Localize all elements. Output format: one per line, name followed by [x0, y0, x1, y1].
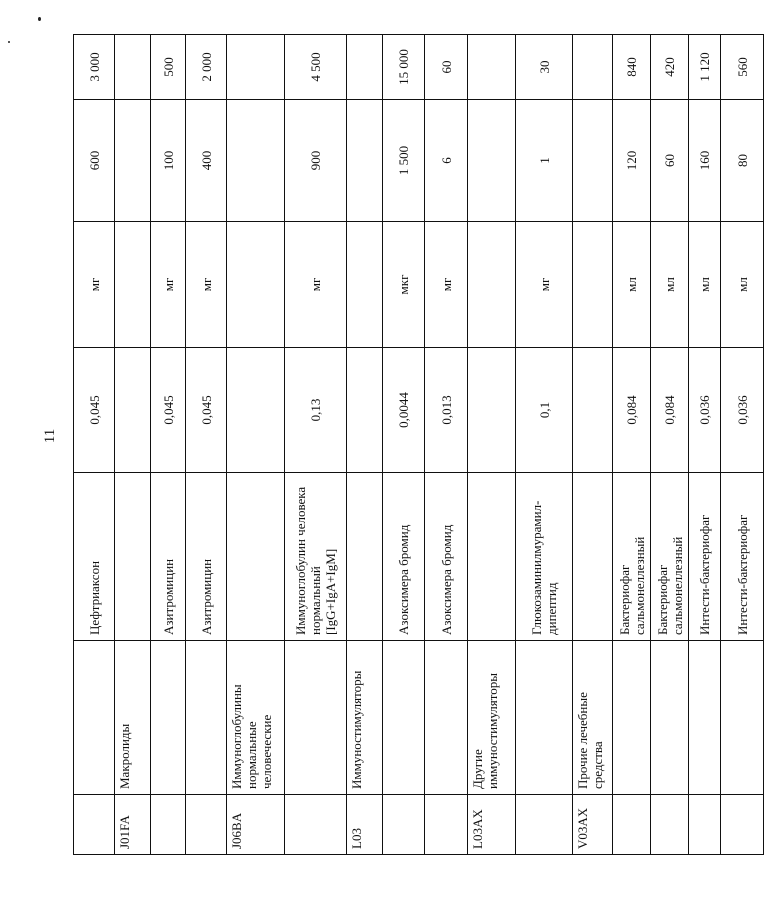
cell-group: [383, 641, 425, 795]
table-row: [573, 35, 613, 855]
cell-code: [285, 795, 347, 855]
cell-ddd: 0,045: [74, 348, 115, 473]
cell-total: 30: [516, 35, 573, 100]
cell-code: V03AX: [573, 795, 613, 855]
cell-name: Азоксимера бромид: [425, 473, 468, 641]
cell-total: 560: [721, 35, 764, 100]
cell-code: [516, 795, 573, 855]
cell-group: Другие иммуностимуляторы: [468, 641, 516, 795]
cell-code: [186, 795, 227, 855]
cell-unit: мг: [516, 222, 573, 348]
table-row: [285, 35, 347, 855]
cell-ddd: 0,084: [613, 348, 651, 473]
cell-name: Азоксимера бромид: [383, 473, 425, 641]
cell-total: 3 000: [74, 35, 115, 100]
table-row: [721, 35, 764, 855]
cell-unit: [468, 222, 516, 348]
page-number: 11: [42, 428, 58, 444]
cell-group: [651, 641, 689, 795]
cell-unit: мг: [74, 222, 115, 348]
cell-dose: 6: [425, 100, 468, 222]
table-row: [74, 35, 115, 855]
cell-code: [651, 795, 689, 855]
cell-total: 15 000: [383, 35, 425, 100]
cell-dose: [115, 100, 151, 222]
cell-name: Азитромицин: [151, 473, 186, 641]
cell-name: Интести-бактериофаг: [689, 473, 721, 641]
cell-code: [383, 795, 425, 855]
cell-group: Иммуноглобулины нормальные человеческие: [227, 641, 285, 795]
cell-unit: мл: [613, 222, 651, 348]
cell-group: [721, 641, 764, 795]
cell-group: [613, 641, 651, 795]
cell-unit: мг: [425, 222, 468, 348]
cell-total: 60: [425, 35, 468, 100]
cell-code: L03: [347, 795, 383, 855]
table-body: [74, 35, 764, 855]
cell-ddd: 0,13: [285, 348, 347, 473]
cell-ddd: 0,1: [516, 348, 573, 473]
cell-name: Бактериофаг сальмонеллезный: [651, 473, 689, 641]
cell-unit: [115, 222, 151, 348]
cell-unit: [227, 222, 285, 348]
cell-ddd: 0,013: [425, 348, 468, 473]
cell-total: 2 000: [186, 35, 227, 100]
table-row: [186, 35, 227, 855]
table-row: [227, 35, 285, 855]
cell-ddd: [573, 348, 613, 473]
table-row: [516, 35, 573, 855]
cell-group: Прочие лечебные средства: [573, 641, 613, 795]
cell-unit: [347, 222, 383, 348]
cell-ddd: [115, 348, 151, 473]
cell-unit: мл: [651, 222, 689, 348]
cell-dose: 1 500: [383, 100, 425, 222]
cell-name: Иммуноглобулин человека нормальный [IgG+IgA+IgM]: [285, 473, 347, 641]
cell-dose: 120: [613, 100, 651, 222]
cell-ddd: 0,045: [186, 348, 227, 473]
cell-ddd: 0,045: [151, 348, 186, 473]
cell-ddd: 0,0044: [383, 348, 425, 473]
cell-dose: 400: [186, 100, 227, 222]
cell-dose: 600: [74, 100, 115, 222]
table-row: [468, 35, 516, 855]
scan-speck: [8, 41, 10, 43]
cell-total: 420: [651, 35, 689, 100]
cell-ddd: 0,036: [721, 348, 764, 473]
cell-total: [468, 35, 516, 100]
cell-unit: мкг: [383, 222, 425, 348]
cell-name: Интести-бактериофаг: [721, 473, 764, 641]
cell-total: [573, 35, 613, 100]
cell-unit: мг: [285, 222, 347, 348]
cell-dose: 1: [516, 100, 573, 222]
table-row: [613, 35, 651, 855]
cell-group: [151, 641, 186, 795]
cell-unit: [573, 222, 613, 348]
cell-group: [285, 641, 347, 795]
cell-code: [151, 795, 186, 855]
table-row: [425, 35, 468, 855]
cell-code: [689, 795, 721, 855]
cell-unit: мг: [186, 222, 227, 348]
cell-name: Глюкозаминилмурамил-дипептид: [516, 473, 573, 641]
cell-name: Азитромицин: [186, 473, 227, 641]
cell-group: [186, 641, 227, 795]
cell-code: [613, 795, 651, 855]
cell-total: 840: [613, 35, 651, 100]
cell-dose: [227, 100, 285, 222]
cell-code: J06BA: [227, 795, 285, 855]
cell-total: 4 500: [285, 35, 347, 100]
cell-ddd: 0,036: [689, 348, 721, 473]
cell-ddd: 0,084: [651, 348, 689, 473]
drug-table: [73, 34, 764, 855]
cell-group: Иммуностимуляторы: [347, 641, 383, 795]
cell-code: J01FA: [115, 795, 151, 855]
table-row: [689, 35, 721, 855]
table-row: [347, 35, 383, 855]
cell-group: [74, 641, 115, 795]
cell-name: [347, 473, 383, 641]
cell-name: Цефтриаксон: [74, 473, 115, 641]
cell-dose: 100: [151, 100, 186, 222]
table-row: [383, 35, 425, 855]
cell-unit: мл: [721, 222, 764, 348]
cell-dose: 160: [689, 100, 721, 222]
cell-group: [689, 641, 721, 795]
cell-code: [74, 795, 115, 855]
cell-total: [227, 35, 285, 100]
cell-group: [516, 641, 573, 795]
cell-total: [115, 35, 151, 100]
cell-dose: [347, 100, 383, 222]
cell-name: [468, 473, 516, 641]
scan-speck: [38, 17, 41, 21]
cell-name: [115, 473, 151, 641]
cell-dose: 900: [285, 100, 347, 222]
rotated-table-container: [73, 35, 750, 855]
table-row: [115, 35, 151, 855]
cell-dose: 80: [721, 100, 764, 222]
table-row: [151, 35, 186, 855]
cell-dose: 60: [651, 100, 689, 222]
cell-ddd: [468, 348, 516, 473]
cell-code: [425, 795, 468, 855]
cell-code: L03AX: [468, 795, 516, 855]
cell-group: Макролиды: [115, 641, 151, 795]
cell-dose: [573, 100, 613, 222]
cell-dose: [468, 100, 516, 222]
cell-total: 500: [151, 35, 186, 100]
table-row: [651, 35, 689, 855]
cell-name: Бактериофаг сальмонеллезный: [613, 473, 651, 641]
cell-total: [347, 35, 383, 100]
cell-group: [425, 641, 468, 795]
cell-unit: мг: [151, 222, 186, 348]
cell-ddd: [347, 348, 383, 473]
cell-total: 1 120: [689, 35, 721, 100]
cell-unit: мл: [689, 222, 721, 348]
cell-ddd: [227, 348, 285, 473]
cell-code: [721, 795, 764, 855]
cell-name: [573, 473, 613, 641]
cell-name: [227, 473, 285, 641]
